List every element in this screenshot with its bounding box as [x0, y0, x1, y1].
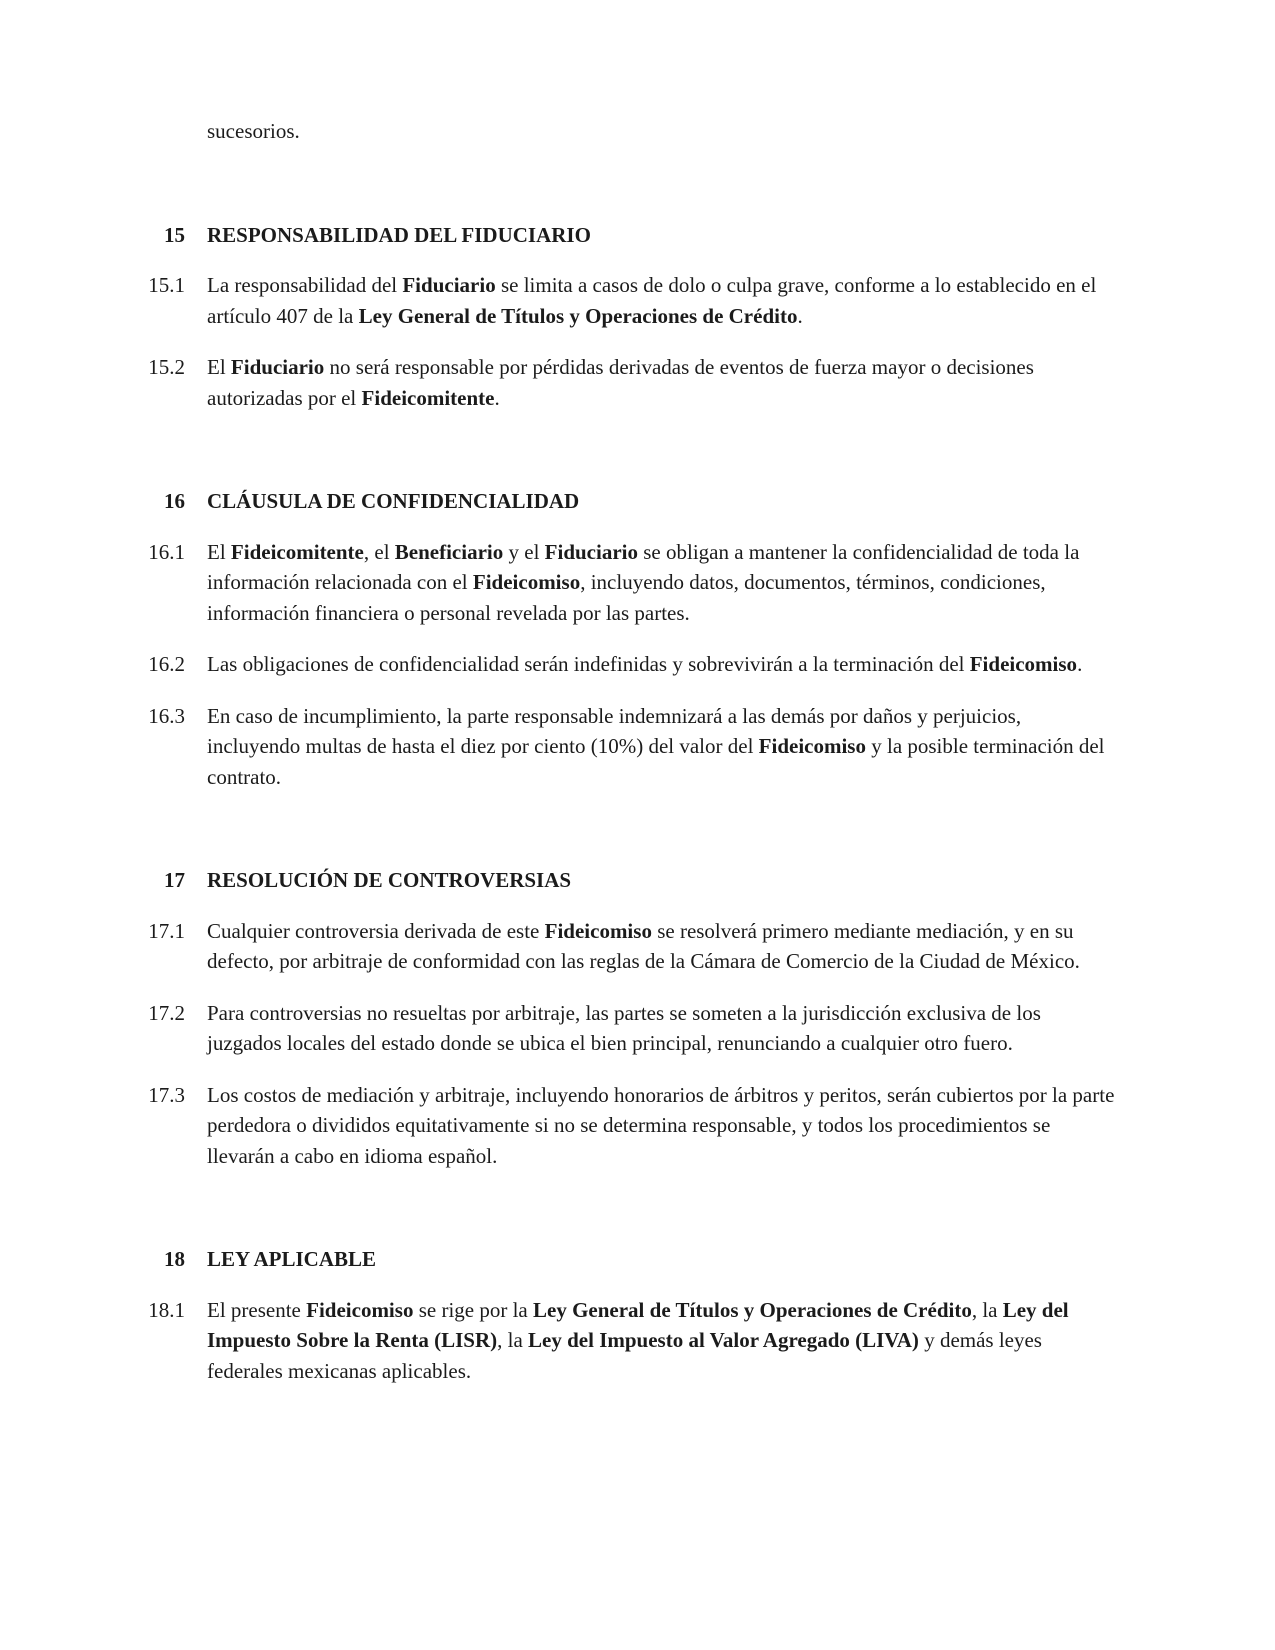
clause-number: 15.2 — [148, 355, 185, 379]
carryover-paragraph — [0, 116, 1275, 147]
clause-text-run: se rige por la — [413, 1297, 533, 1322]
clause-text-run: En caso de incumplimiento, la parte responsable indemnizará a las demás por daños y perjuicios, incluyendo multas de hasta el diez por ciento (10%) del valor del — [207, 703, 1022, 758]
clause-item — [0, 1080, 1275, 1172]
carryover-text: sucesorios. — [207, 119, 300, 143]
clause-text-bold-run: Ley General de Títulos y Operaciones de Crédito — [533, 1297, 972, 1322]
clause-text-run: . — [797, 303, 803, 328]
clause-text-run: . — [1077, 652, 1083, 676]
clause-text-run: se obligan a mantener la confidencialidad de toda la información relacionada con el — [207, 539, 1080, 594]
clause-text — [207, 916, 1117, 977]
clause-text-run: , incluyendo datos, documentos, términos, condiciones, información financiera o personal revelada por las partes. — [207, 570, 1046, 625]
clause-text-run: El — [207, 355, 231, 379]
clause-text-bold-run: Fideicomiso — [758, 734, 866, 758]
clause-number: 15.1 — [148, 273, 185, 297]
clause-text-run: El — [207, 539, 231, 564]
clause-text-run: se resolverá primero mediante mediación, y en su defecto, por arbitraje de conformidad con las reglas de la Cámara de Comercio de la Ciudad de México. — [207, 918, 1080, 973]
section-title: CLÁUSULA DE CONFIDENCIALIDAD — [207, 489, 580, 513]
section-number: 18 — [164, 1247, 185, 1271]
clause-number: 17.1 — [148, 918, 185, 943]
section-title: LEY APLICABLE — [207, 1247, 377, 1271]
section — [0, 1244, 1275, 1386]
clause-number: 16.3 — [148, 703, 185, 728]
clause-text-run: La responsabilidad del — [207, 273, 403, 297]
section-number: 17 — [164, 868, 185, 892]
clause-text-run: Las obligaciones de confidencialidad serán indefinidas y sobrevivirán a la terminación del — [207, 652, 970, 676]
clause-text — [207, 270, 1117, 331]
clause-text-bold-run: Fideicomitente — [361, 385, 495, 410]
clause-text-run: Cualquier controversia derivada de este — [207, 918, 545, 943]
clause-text-bold-run: Fideicomiso — [969, 652, 1078, 676]
section-title: RESOLUCIÓN DE CONTROVERSIAS — [207, 868, 572, 892]
section-title: RESPONSABILIDAD DEL FIDUCIARIO — [207, 222, 591, 247]
clause-text-bold-run: Ley General de Títulos y Operaciones de Crédito — [358, 303, 798, 328]
clause-text-run: y la posible terminación del contrato. — [207, 734, 1105, 789]
clause-text — [207, 649, 1117, 680]
clause-item — [0, 352, 1275, 413]
section-heading — [0, 486, 1275, 517]
clause-text-bold-run: Fiduciario — [402, 273, 496, 297]
clause-text-run: , la — [497, 1328, 529, 1352]
clause-number: 16.1 — [148, 539, 185, 564]
clause-number: 17.2 — [148, 1000, 185, 1025]
clause-number: 18.1 — [148, 1297, 185, 1322]
section — [0, 865, 1275, 1171]
section-heading — [0, 1244, 1275, 1275]
section-number: 16 — [164, 489, 185, 513]
sections-container — [0, 220, 1275, 1387]
clause-item — [0, 998, 1275, 1059]
clause-text-run: , el — [363, 539, 395, 564]
clause-item — [0, 537, 1275, 629]
clause-text-run: . — [494, 385, 500, 410]
clause-text-bold-run: Fideicomiso — [306, 1297, 414, 1322]
clause-text — [207, 1295, 1117, 1387]
section-heading — [0, 865, 1275, 896]
clause-text-run: , la — [971, 1297, 1003, 1322]
clause-item — [0, 1295, 1275, 1387]
section-heading — [0, 220, 1275, 251]
clause-text-bold-run: Fideicomitente — [230, 539, 364, 564]
clause-text-run: no será responsable por pérdidas derivadas de eventos de fuerza mayor o decisiones autorizadas por el — [207, 355, 1034, 410]
clause-item — [0, 916, 1275, 977]
clause-text-bold-run: Fideicomiso — [544, 918, 652, 943]
clause-text-run: Para controversias no resueltas por arbitraje, las partes se someten a la jurisdicción exclusiva de los juzgados locales del estado donde se ubica el bien principal, renunciando a cualquier otro fuero. — [207, 1000, 1041, 1055]
clause-text-run: se limita a casos de dolo o culpa grave, conforme a lo establecido en el artículo 407 de la — [207, 273, 1097, 328]
section — [0, 486, 1275, 792]
clause-text-run: El presente — [207, 1297, 307, 1322]
clause-text-run: y el — [503, 539, 545, 564]
clause-text — [207, 352, 1117, 413]
clause-text — [207, 1080, 1117, 1172]
clause-text-run: Los costos de mediación y arbitraje, incluyendo honorarios de árbitros y peritos, serán cubiertos por la parte perdedora o divididos equitativamente si no se determina responsable, y todos los procedimientos se llevarán a cabo en idioma español. — [207, 1082, 1115, 1168]
clause-text-bold-run: Fiduciario — [230, 355, 325, 379]
section — [0, 220, 1275, 414]
section-number: 15 — [164, 222, 185, 247]
clause-text-bold-run: Ley del Impuesto al Valor Agregado (LIVA) — [528, 1328, 919, 1352]
clause-text — [207, 998, 1117, 1059]
clause-item — [0, 649, 1275, 680]
clause-number: 17.3 — [148, 1082, 185, 1107]
clause-text — [207, 701, 1117, 793]
clause-text-bold-run: Fiduciario — [544, 539, 638, 564]
clause-text-bold-run: Ley del Impuesto Sobre la Renta (LISR) — [207, 1297, 1069, 1352]
clause-item — [0, 701, 1275, 793]
clause-text-bold-run: Beneficiario — [394, 539, 504, 564]
clause-text — [207, 537, 1117, 629]
clause-text-run: y demás leyes federales mexicanas aplicables. — [207, 1328, 1042, 1383]
clause-number: 16.2 — [148, 652, 185, 676]
clause-item — [0, 270, 1275, 331]
clause-text-bold-run: Fideicomiso — [472, 570, 581, 594]
